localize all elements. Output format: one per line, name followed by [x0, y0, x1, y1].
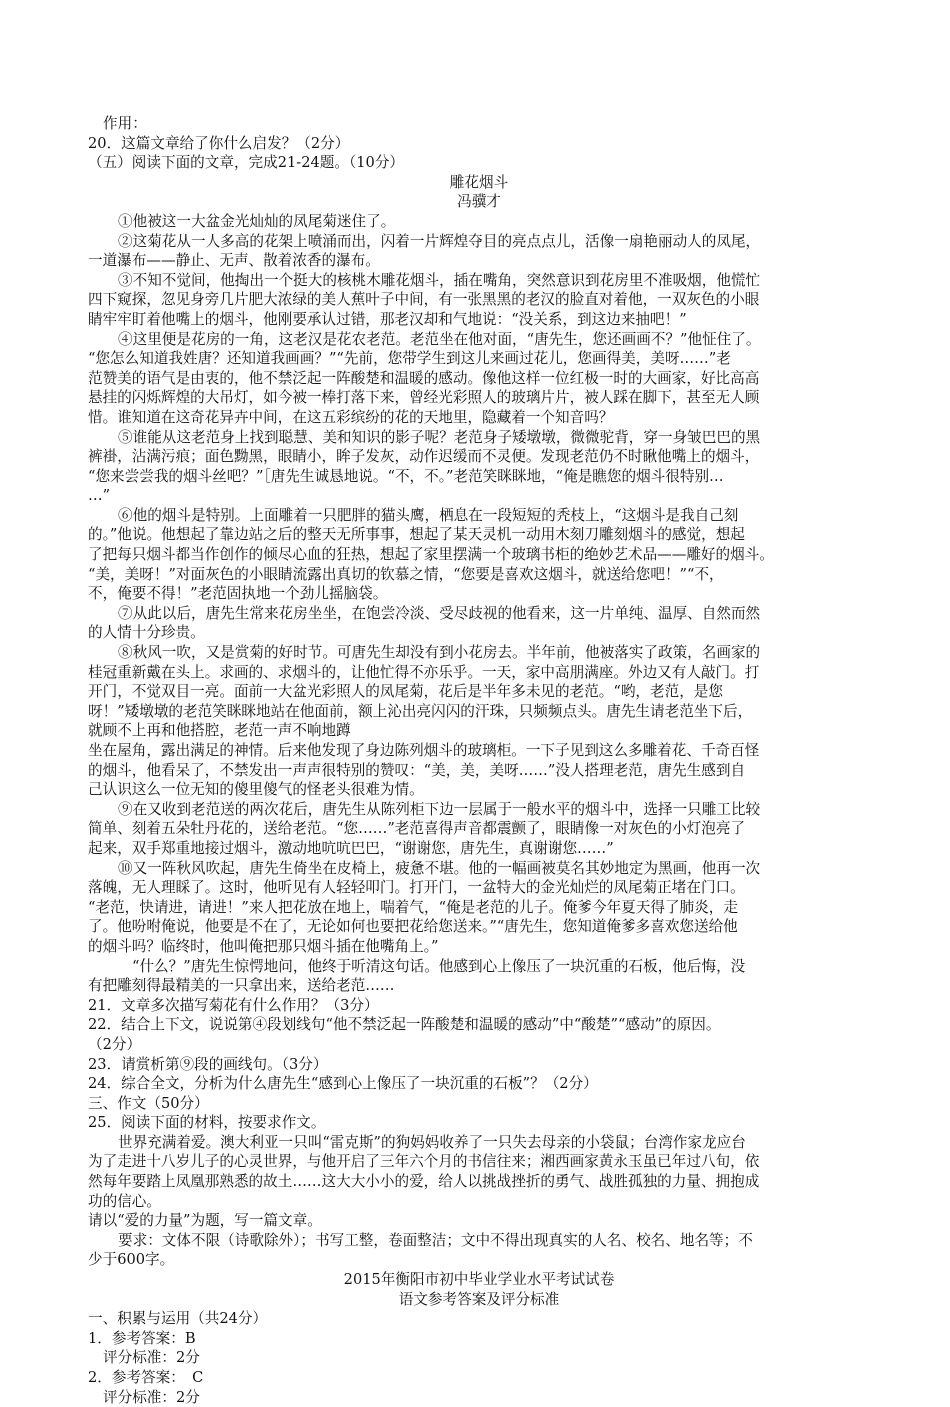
text-line: 世界充满着爱。澳大利亚一只叫“雷克斯”的狗妈妈收养了一只失去母亲的小袋鼠；台湾作家龙应台 — [118, 1133, 746, 1151]
text-line: 少于600字。 — [88, 1251, 175, 1269]
text-line: （五）阅读下面的文章，完成21-24题。（10分） — [88, 154, 405, 172]
text-line: 作用： — [103, 115, 147, 132]
text-line: ⑦从此以后，唐先生常来花房坐坐，在饱尝冷淡、受尽歧视的他看来，这一片单纯、温厚、自然而然 — [118, 604, 761, 622]
text-line: 范赞美的语气是由衷的，他不禁泛起一阵酸楚和温暖的感动。像他这样一位红极一时的大画家，好比高高 — [88, 369, 760, 387]
text-line: …” — [88, 487, 111, 505]
text-line: 21．文章多次描写菊花有什么作用？（3分） — [88, 996, 379, 1014]
text-line: 冯骥才 — [457, 193, 501, 211]
text-line: 20．这篇文章给了你什么启发？（2分） — [88, 134, 350, 152]
text-line: “什么？”唐先生惊愕地问，他终于听清这句话。他感到心上像压了一块沉重的石板，他后悔，没 — [132, 957, 746, 975]
text-line: 一道瀑布——静止、无声、散着浓香的瀑布。 — [88, 252, 380, 270]
text-line: 就顾不上再和他搭腔，老范一声不响地蹲 — [88, 722, 351, 740]
text-line: 惜。谁知道在这奇花异卉中间，在这五彩缤纷的花的天地里，隐藏着一个知音吗？ — [88, 408, 614, 426]
text-line: 的。”他说。他想起了靠边站之后的整天无所事事，想起了某天灵机一动用木刻刀雕刻烟斗的感觉，想起 — [88, 526, 745, 544]
text-line: 睛牢牢盯着他嘴上的烟斗，他刚要承认过错，那老汉却和气地说：“没关系，到这边来抽吧！” — [88, 310, 687, 328]
text-line: ⑨在又收到老范送的两次花后，唐先生从陈列柜下边一层属于一般水平的烟斗中，选择一只雕工比较 — [118, 800, 761, 818]
text-line: “您来尝尝我的烟斗丝吧？”［唐先生诚恳地说。“不，不。”老范笑眯眯地，“俺是瞧您的烟斗很特别… — [88, 467, 724, 485]
text-line: “老范，快请进，请进！”来人把花放在地上，喘着气，“俺是老范的儿子。俺爹今年夏天得了肺炎，走 — [88, 898, 738, 916]
text-line: 有把雕刻得最精美的一只拿出来，送给老范…… — [88, 977, 395, 995]
text-line: 23．请赏析第⑨段的画线句。（3分） — [88, 1055, 328, 1073]
text-line: 坐在屋角，露出满足的神情。后来他发现了身边陈列烟斗的玻璃柜。一下子见到这么多雕着花、千奇百怪 — [88, 742, 760, 759]
text-line: 起来，双手郑重地接过烟斗，激动地吭吭巴巴，“谢谢您，唐先生，真谢谢您……” — [88, 839, 614, 857]
text-line: ④这里便是花房的一角，这老汉是花农老范。老范坐在他对面，“唐先生，您还画画不？”他怔住了。 — [118, 330, 761, 348]
text-line: 裤褂，沾满污痕；面色黝黑，眼睛小，眸子发灰，动作迟缓而不灵便。发现老范仍不时瞅他嘴上的烟斗， — [88, 448, 760, 466]
text-line: 三、作文（50分） — [88, 1094, 209, 1112]
text-line: ②这菊花从一人多高的花架上喷涌而出，闪着一片辉煌夺目的亮点点儿，活像一扇艳丽动人的凤尾， — [118, 232, 761, 250]
text-line: 24．综合全文，分析为什么唐先生“感到心上像压了一块沉重的石板”？（2分） — [88, 1075, 598, 1093]
text-line: 22．结合上下文，说说第④段划线句“他不禁泛起一阵酸楚和温暖的感动”中“酸楚”“感动”的原因。 — [88, 1016, 721, 1034]
text-line: 要求：文体不限（诗歌除外）；书写工整，卷面整洁；文中不得出现真实的人名、校名、地名等；不 — [118, 1231, 753, 1249]
text-line: “美，美呀！”对面灰色的小眼睛流露出真切的钦慕之情，“您要是喜欢这烟斗，就送给您吧！”“不， — [88, 565, 724, 583]
text-line: 的烟斗，他看呆了，不禁发出一声声很特别的赞叹：“美，美，美呀……”没人搭理老范，唐先生感到自 — [88, 761, 746, 779]
text-line: 功的信心。 — [88, 1192, 161, 1210]
text-line: 25．阅读下面的材料，按要求作文。 — [88, 1114, 326, 1132]
text-line: 简单、刻着五朵牡丹花的，送给老范。“您……”老范喜得声音都震颤了，眼睛像一对灰色的小灯泡亮了 — [88, 820, 746, 838]
text-line: 呀！”矮墩墩的老范笑眯眯地站在他面前，额上沁出亮闪闪的汗珠，只频频点头。唐先生请老范坐下后， — [88, 702, 753, 720]
text-line: 悬挂的闪烁辉煌的大吊灯，如今被一棒打落下来，曾经光彩照人的玻璃片片，被人踩在脚下，甚至无人顾 — [88, 389, 760, 407]
text-line: 不，俺要不得！”老范固执地一个劲儿摇脑袋。 — [88, 585, 388, 603]
text-line: 评分标准：2分 — [103, 1349, 200, 1367]
text-line: ⑩又一阵秋风吹起，唐先生倚坐在皮椅上，疲惫不堪。他的一幅画被莫名其妙地定为黑画，他再一次 — [118, 859, 761, 877]
text-line: 语文参考答案及评分标准 — [398, 1290, 560, 1308]
text-line: 了把每只烟斗都当作创作的倾尽心血的狂热，想起了家里摆满一个玻璃书柜的绝妙艺术品——雕好的烟斗。 — [88, 546, 774, 564]
text-line: 2015年衡阳市初中毕业学业水平考试试卷 — [343, 1271, 615, 1289]
text-line: ⑥他的烟斗是特别。上面雕着一只肥胖的猫头鹰，栖息在一段短短的秃枝上，“这烟斗是我自己刻 — [118, 506, 739, 524]
text-line: 开门，不觉双目一亮。面前一大盆光彩照人的凤尾菊，花后是半年多未见的老范。“哟，老范，是您 — [88, 683, 723, 701]
text-line: 的烟斗吗？临终时，他叫俺把那只烟斗插在他嘴角上。” — [88, 937, 439, 955]
text-line: 落魄，无人理睬了。这时，他听见有人轻轻叩门。打开门，一盆特大的金光灿烂的凤尾菊正堵在门口。 — [88, 879, 745, 897]
text-line: 雕花烟斗 — [449, 173, 509, 191]
text-line: “您怎么知道我姓唐？还知道我画画？”“先前，您带学生到这儿来画过花儿，您画得美，美呀……”老 — [88, 350, 731, 368]
text-line: ①他被这一大盆金光灿灿的凤尾菊迷住了。 — [118, 212, 396, 230]
text-line: 的人情十分珍贵。 — [88, 624, 205, 642]
text-line: ⑧秋风一吹，又是赏菊的好时节。可唐先生却没有到小花房去。半年前，他被落实了政策，名画家的 — [118, 644, 761, 662]
text-line: 己认识这么一位无知的傻里傻气的怪老头很难为情。 — [88, 781, 424, 799]
text-line: ③不知不觉间，他掏出一个挺大的核桃木雕花烟斗，插在嘴角，突然意识到花房里不准吸烟，他慌忙 — [118, 271, 761, 289]
text-line: 然每年要踏上凤凰那熟悉的故土……这大大小小的爱，给人以挑战挫折的勇气、战胜孤独的力量、拥抱成 — [88, 1173, 760, 1191]
text-line: 1．参考答案：B — [88, 1329, 196, 1347]
text-line: 2．参考答案： C — [88, 1369, 204, 1386]
text-line: 四下窥探，忽见身旁几片肥大浓绿的美人蕉叶子中间，有一张黑黑的老汉的脸直对着他，一双灰色的小眼 — [88, 291, 760, 309]
document-page — [88, 114, 870, 1407]
text-line: 评分标准：2分 — [103, 1388, 200, 1406]
text-line: 请以“爱的力量”为题，写一篇文章。 — [88, 1212, 322, 1230]
text-line: 为了走进十八岁儿子的心灵世界，与他开启了三年六个月的书信往来；湘西画家黄永玉虽已年过八旬，依 — [88, 1153, 760, 1171]
text-line: ⑤谁能从这老范身上找到聪慧、美和知识的影子呢？老范身子矮墩墩，微微驼背，穿一身皱巴巴的黑 — [118, 428, 761, 446]
text-line: 了。他吩咐俺说，他要是不在了，无论如何也要把花给您送来。”“唐先生，您知道俺爹多喜欢您送给他 — [88, 918, 738, 936]
text-line: （2分） — [88, 1035, 142, 1053]
text-line: 一、积累与运用（共24分） — [88, 1310, 268, 1328]
text-line: 桂冠重新戴在头上。求画的、求烟斗的，让他忙得不亦乐乎。一天，家中高朋满座。外边又有人敲门。打 — [88, 663, 760, 681]
